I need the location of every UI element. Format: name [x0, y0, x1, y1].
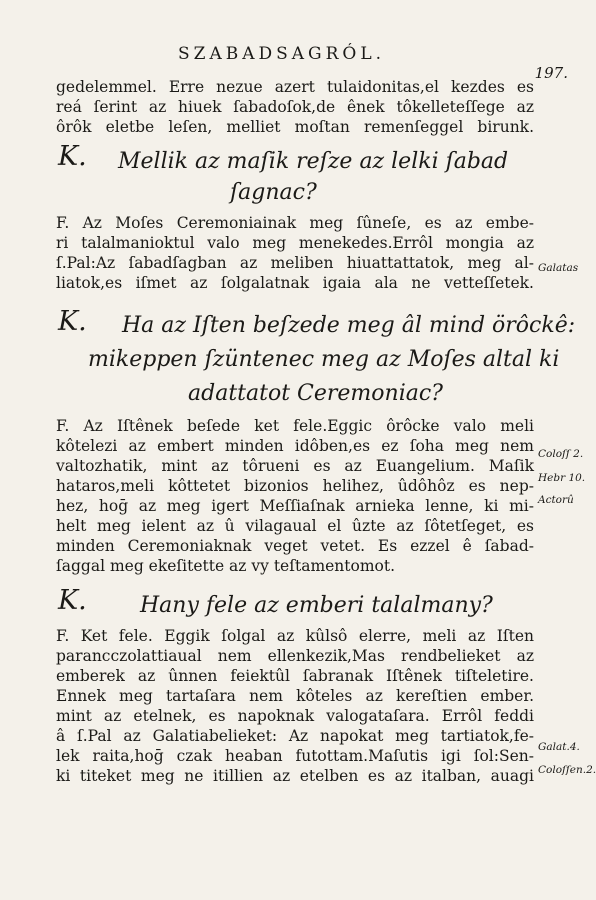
text-line: ôrôk eletbe leſen, melliet moſtan remenſeggel birunk.	[56, 118, 534, 136]
text-line: F. Az Moſes Ceremoniainak meg ſûneſe, es az embe-	[56, 214, 534, 232]
text-line: liatok,es iſmet az ſolgalatnak igaia ala ne vetteſſetek.	[56, 274, 534, 292]
text-line: kôtelezi az embert minden idôben,es ez ſoha meg nem	[56, 437, 534, 455]
text-line: mint az etelnek, es napoknak valogataſara. Errôl feddi	[56, 707, 534, 725]
question-heading: Ha az Iſten beſzede meg âl mind örôckê:	[122, 313, 576, 338]
question-marker: K.	[58, 141, 87, 172]
text-line: ſ.Pal:Az ſabadſagban az meliben hiuattattatok, meg al-	[56, 254, 534, 272]
question-heading: Hany fele az emberi talalmany?	[140, 593, 493, 618]
question-heading: Mellik az maſik reſze az lelki ſabad	[118, 149, 509, 174]
text-line: F. Ket fele. Eggik ſolgal az kûlsô elerre, meli az Iſten	[56, 627, 534, 645]
margin-note: Hebr 10.	[538, 472, 586, 484]
text-line: helt meg ielent az û vilagaual el ûzte az ſôtetſeget, es	[56, 517, 534, 535]
margin-note: Coloſſen.2.	[538, 764, 596, 776]
text-line: minden Ceremoniaknak veget vetet. Es ezzel ê ſabad-	[56, 537, 534, 555]
running-head: SZABADSAGRÓL.	[178, 44, 386, 64]
text-line: reá ſerint az hiuek ſabadoſok,de ênek tôkelleteſſege az	[56, 98, 534, 116]
text-line: parancczolattiaual nem ellenkezik,Mas rendbelieket az	[56, 647, 534, 665]
text-line: valtozhatik, mint az tôrueni es az Euangelium. Maſik	[56, 457, 534, 475]
question-heading: ſagnac?	[230, 180, 317, 205]
question-marker: K.	[58, 585, 87, 616]
text-line: ki titeket meg ne itillien az etelben es az italban, auagi	[56, 767, 534, 785]
text-line: hataros,meli kôttetet bizonios helihez, ûdôhôz es nep-	[56, 477, 534, 495]
text-line: gedelemmel. Erre nezue azert tulaidonitas,el kezdes es	[56, 78, 534, 96]
text-line: ſaggal meg ekeſitette az vy teſtamentomot.	[56, 557, 396, 575]
question-heading: adattatot Ceremoniac?	[188, 381, 443, 406]
page-number: 197.	[534, 64, 568, 82]
text-line: â ſ.Pal az Galatiabelieket: Az napokat meg tartiatok,fe-	[56, 727, 534, 745]
text-line: ri talalmanioktul valo meg menekedes.Errôl mongia az	[56, 234, 534, 252]
text-line: lek raita,hoḡ czak heaban futottam.Maſutis igi ſol:Sen-	[56, 747, 534, 765]
question-marker: K.	[58, 306, 87, 337]
text-line: Ennek meg tartaſara nem kôteles az kereſtien ember.	[56, 687, 534, 705]
text-line: F. Az Iſtênek beſede ket fele.Eggic ôrôcke valo meli	[56, 417, 534, 435]
margin-note: Coloſſ 2.	[538, 448, 584, 460]
margin-note: Galatas	[538, 262, 579, 274]
margin-note: Actorû	[538, 494, 574, 506]
text-line: emberek az ûnnen feiektûl ſabranak Iſtênek tiſteletire.	[56, 667, 534, 685]
margin-note: Galat.4.	[538, 741, 580, 753]
question-heading: mikeppen ſzüntenec meg az Moſes altal ki	[88, 347, 560, 372]
text-line: hez, hoḡ az meg igert Meſſiaſnak arnieka lenne, ki mi-	[56, 497, 534, 515]
